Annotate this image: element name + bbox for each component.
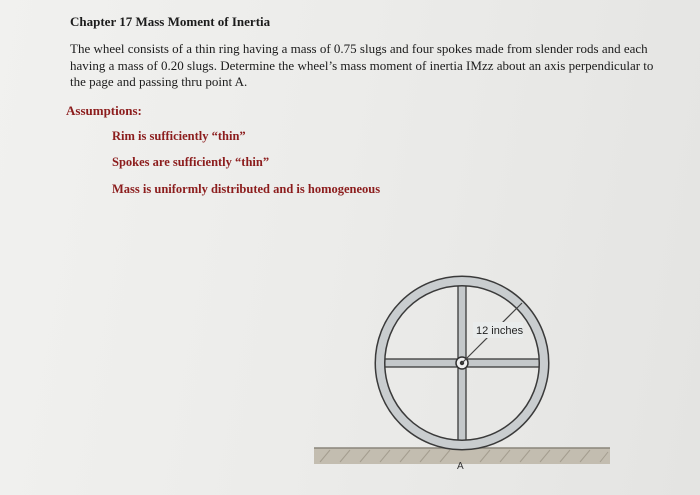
assumption-2: Spokes are sufficiently “thin” <box>112 155 270 169</box>
point-a-label: A <box>457 461 464 472</box>
page-title: Chapter 17 Mass Moment of Inertia <box>70 14 271 29</box>
assumptions-heading: Assumptions: <box>66 103 142 118</box>
dimension-label: 12 inches <box>476 325 524 337</box>
wheel-figure <box>300 270 620 480</box>
problem-statement: The wheel consists of a thin ring having a mass of 0.75 slugs and four spokes made from slender rods and each having a mass of 0.20 slugs. Determine the wheel’s mass moment of inertia IMzz about an axis perpendicular to the page and passing thru point A. <box>70 41 654 89</box>
assumption-3: Mass is uniformly distributed and is homogeneous <box>112 182 381 196</box>
assumption-1: Rim is sufficiently “thin” <box>112 129 246 143</box>
